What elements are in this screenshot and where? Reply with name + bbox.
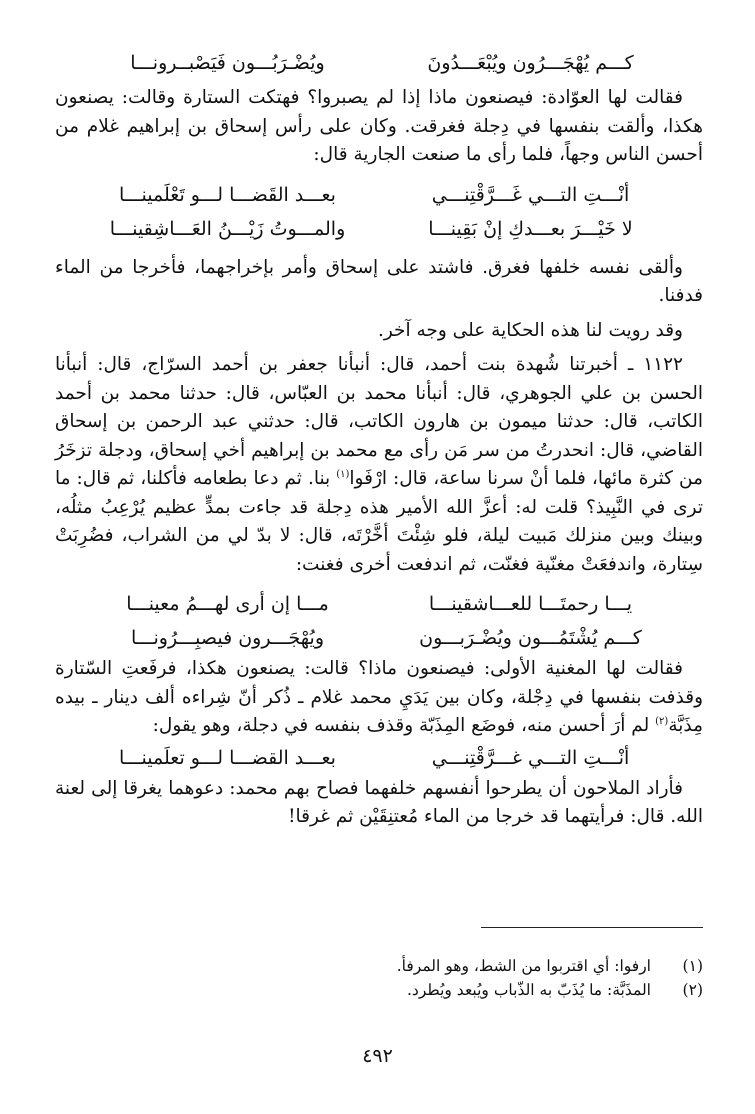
footnote xyxy=(63,954,703,978)
page-number: ٤٩٢ xyxy=(362,1045,393,1067)
footnote-marker: (٢) xyxy=(655,715,669,727)
paragraph-text: لم أرَ أحسن منه، فوضَع المِذَبّة وقذف بنفسه في دجلة، وهو يقول: xyxy=(152,715,656,736)
footnote-divider xyxy=(481,927,703,928)
footnote-marker: (١) xyxy=(336,468,350,480)
verse-line xyxy=(95,178,663,212)
footnote-number: (٢) xyxy=(682,981,703,999)
verse-line xyxy=(95,46,663,80)
paragraph: فأراد الملاحون أن يطرحوا أنفسهم خلفهما فصاح بهم محمد: دعوهما يغرقا إلى لعنة الله. قال: فرأيتهما قد خرجا من الماء مُعتنِقَيْن ثم غرقا! xyxy=(55,777,703,827)
verse-hemistich-first: لا خَيْـــرَ بعـــدكِ إنْ بَقِينـــا xyxy=(428,217,633,240)
verse-hemistich-second: ويُضْـرَبُـــون فَيَصْبــرونـــا xyxy=(130,52,325,74)
paragraph: وقد رويت لنا هذه الحكاية على وجه آخر. xyxy=(377,319,683,341)
footnote xyxy=(63,978,703,1002)
verse-hemistich-second: والمـــوتُ زَيْـــنُ العَـــاشِقينـــا xyxy=(109,217,346,240)
verse-hemistich-first: كـــم يُشْتَمُـــون ويُضْـرَبـــون xyxy=(419,627,642,649)
paragraph-text: ١١٢٢ ـ أخبرتنا شُهدة بنت أحمد، قال: أنبأنا جعفر بن أحمد السرّاج، قال: أنبأنا الحسن بن علي الجوهري، قال: أنبأنا محمد بن العبّاس، قال: حدثنا محمد بن أحمد الكاتب، قال: حدثنا ميمون بن هارون الكاتب، قال: حدثني عبد الرحمن بن إسحاق القاضي، قال: انحدرتُ من سر مَن رأى مع محمد بن إبراهيم أخي إسحاق، ودجلة تزخَرُ من كثرة مائها، فلما أنْ سرنا ساعة، قال: ارْفَوا xyxy=(55,354,703,489)
verse-hemistich-second: مـــا إن أرى لهـــمُ معينـــا xyxy=(126,593,329,615)
verse-hemistich-second: بعـــد القَضـــا لـــو تَعْلَمينـــا xyxy=(119,183,336,206)
verse-hemistich-first: يـــا رحمتَـــا للعـــاشقينـــا xyxy=(428,593,633,615)
verse-hemistich-first: كـــم يُهْجَـــرُون ويُبْعَـــدُونَ xyxy=(427,52,634,74)
paragraph-text: فقالت لها المغنية الأولى: فيصنعون ماذا؟ قالت: يصنعون هكذا، فرفَعتِ السّتارة وقذفت بنفسها في دِجْلة، وكان بين يَدَيِ محمد غلام ـ ذُكر أنّ شِراءه ألف دينار ـ بيده مِذَبَّة xyxy=(55,658,703,736)
footnote-text: ارفوا: أي اقتربوا من الشط، وهو المرفأ. xyxy=(396,957,651,975)
verse-line xyxy=(95,212,663,246)
paragraph-text: بنا. ثم دعا بطعامه فأكلنا، ثم قال: ما ترى في النَّبِيذ؟ قلت له: أعزَّ الله الأمير هذه دِجلة قد جاءت بمدٍّ عظيم يُرْعِبُ مثلُه، وبينك وبين منزلك مَبيت ليلة، فلو شِئْتَ أخَّرْتَه، قال: لا بدّ لي من الشراب، فضُرِبَتْ سِتارة، واندفعَتْ مغنّية فغنّت، ثم اندفعت أخرى فغنت: xyxy=(55,468,703,575)
page-body xyxy=(55,40,703,832)
paragraph-narration xyxy=(55,351,703,579)
paragraph: فقالت لها العوّادة: فيصنعون ماذا إذا لم يصبروا؟ فهتكت الستارة وقالت: يصنعون هكذا، وألقت بنفسها في دِجلة فغرقت. وكان على رأس إسحاق بن إبراهيم غلام من أحسن الناس وجهاً، فلما رأى ما صنعت الجارية قال: xyxy=(55,87,703,165)
paragraph xyxy=(55,655,703,741)
verse-hemistich-second: ويُهْجَـــرون فيصبِـــرُونـــا xyxy=(131,627,324,649)
footnote-number: (١) xyxy=(682,957,703,975)
verse-line xyxy=(95,741,663,775)
footnotes xyxy=(63,954,703,1002)
paragraph: وألقى نفسه خلفها فغرق. فاشتد على إسحاق وأمر بإخراجهما، فأخرجا من الماء فدفنا. xyxy=(55,256,703,306)
footnote-text: المذَبَّة: ما يُذَبّ به الذّباب ويُبعد ويُطرد. xyxy=(406,981,651,999)
verse-hemistich-first: أنْـــتِ التـــي غـــرَّقْتِنـــي xyxy=(431,746,630,769)
verse-hemistich-second: بعـــد القضـــا لـــو تعلَمينـــا xyxy=(119,746,336,769)
verse-line xyxy=(95,587,663,621)
verse-line xyxy=(95,621,663,655)
verse-hemistich-first: أنْـــتِ التـــي غَـــرَّقْتِنـــي xyxy=(431,183,630,206)
